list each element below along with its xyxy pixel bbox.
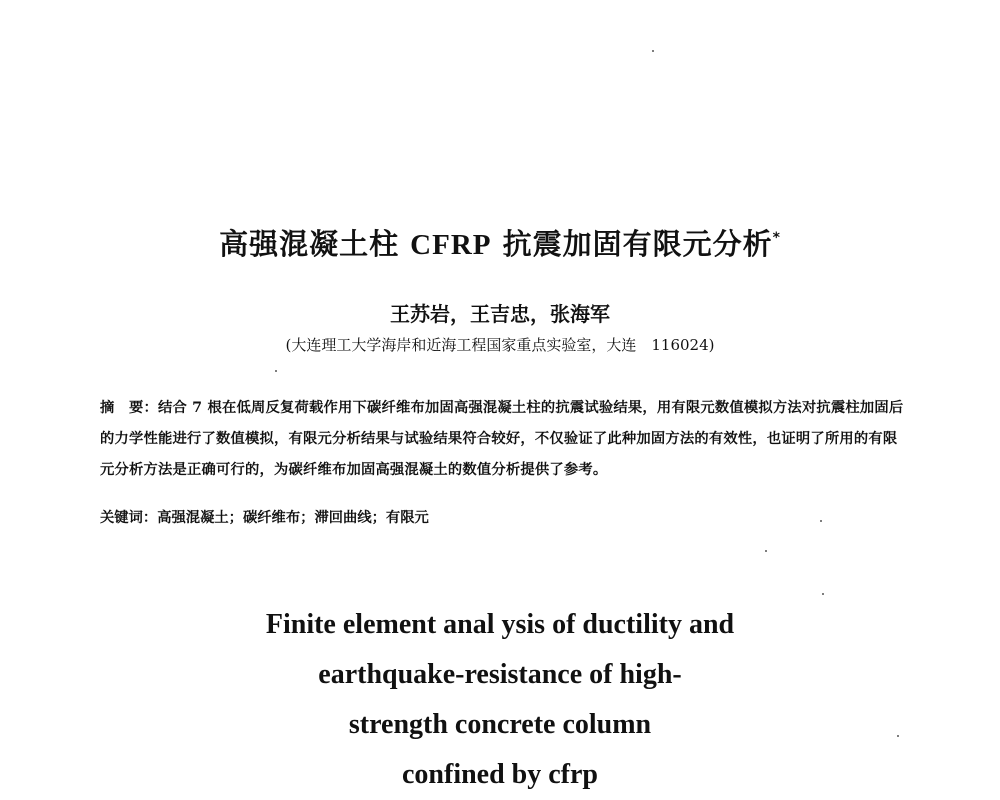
scan-speck — [897, 735, 899, 737]
chinese-title-latin: CFRP — [410, 229, 492, 261]
english-title-line: earthquake-resistance of high- — [318, 659, 682, 690]
chinese-title-post: 抗震加固有限元分析 — [491, 227, 773, 261]
affiliation: (大连理工大学海岸和近海工程国家重点实验室，大连 116024) — [285, 336, 715, 354]
abstract-text: 结合 7 根在低周反复荷载作用下碳纤维布加固高强混凝土柱的抗震试验结果，用有限元数值模拟方法对抗震柱加固后的力学性能进行了数值模拟，有限元分析结果与试验结果符合较好，不仅验证了此种加固方法的有效性，也证明了所用的有限元分析方法是正确可行的，为碳纤维布加固高强混凝土的数值分析提供了参考。 — [100, 400, 904, 478]
abstract-label: 摘 要： — [100, 400, 158, 416]
chinese-title-pre: 高强混凝土柱 — [219, 227, 411, 261]
scan-speck — [765, 550, 767, 552]
authors: 王苏岩，王吉忠，张海军 — [390, 302, 610, 326]
abstract — [100, 393, 910, 486]
scan-speck — [822, 593, 824, 595]
english-title-line: Finite element anal ysis of ductility and — [265, 609, 735, 640]
scan-speck — [820, 520, 822, 522]
english-title — [0, 600, 1000, 800]
scan-speck — [275, 370, 277, 372]
keywords-label: 关键词： — [100, 510, 158, 526]
footnote-mark: * — [772, 230, 781, 246]
keywords-text: 高强混凝土；碳纤维布；滞回曲线；有限元 — [157, 510, 429, 526]
english-title-line: strength concrete column — [348, 709, 652, 740]
scan-speck — [652, 50, 654, 52]
keywords — [100, 507, 910, 527]
chinese-title — [0, 222, 1000, 263]
english-title-line: confined by cfrp — [402, 759, 598, 790]
